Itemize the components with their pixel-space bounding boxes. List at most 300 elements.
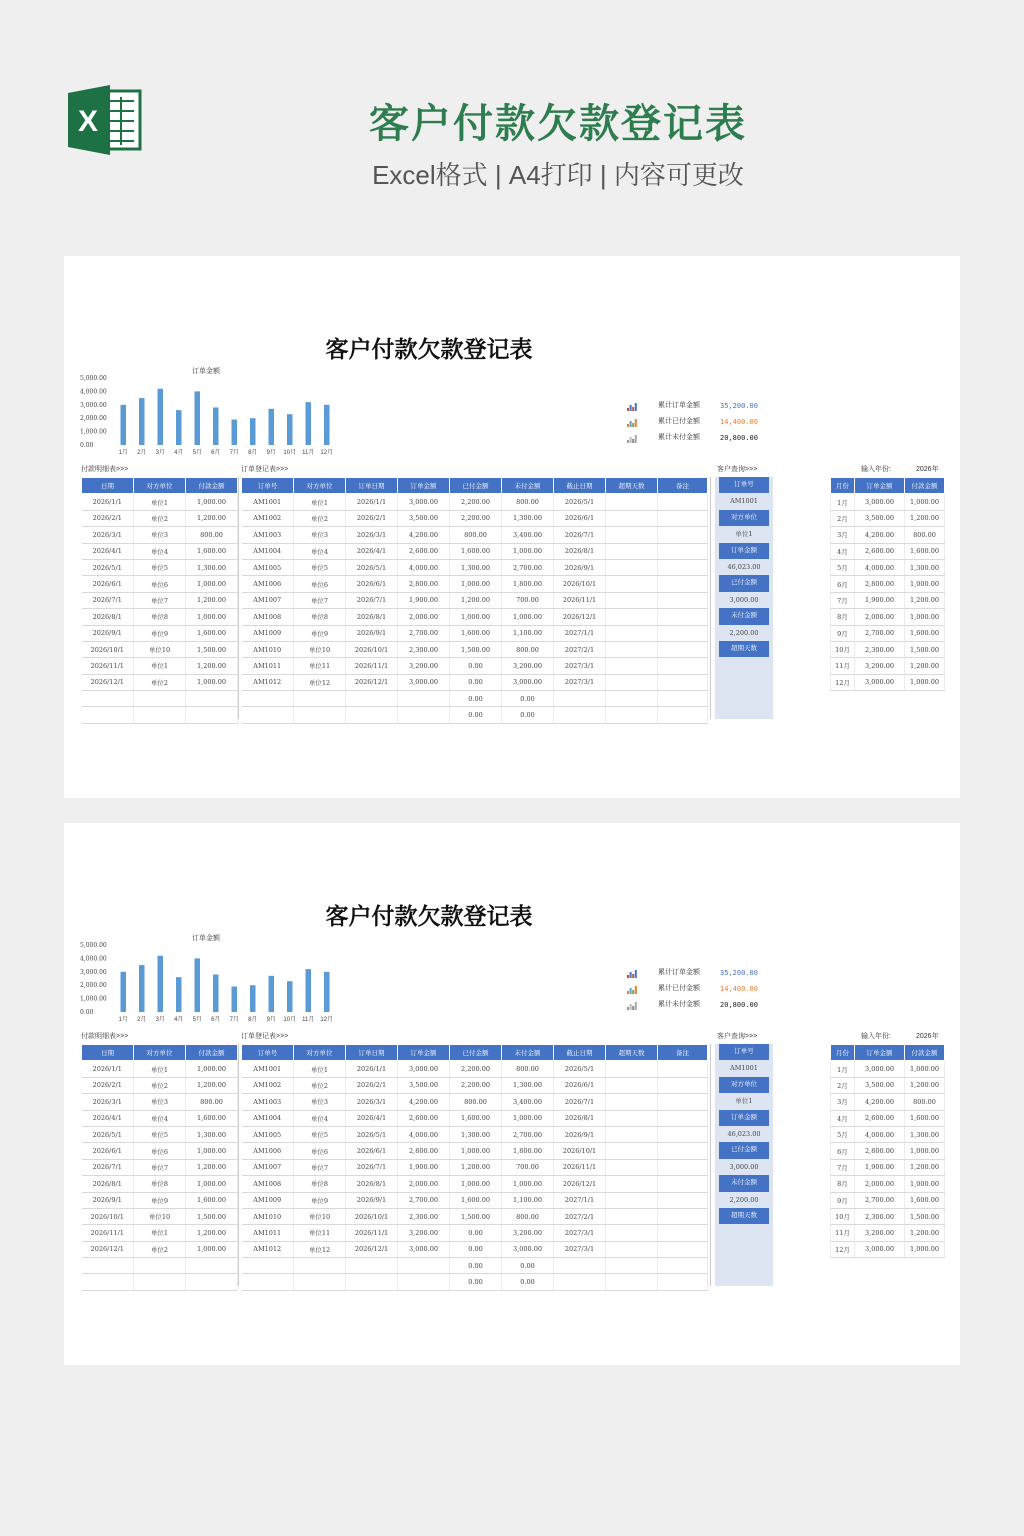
orders-cell[interactable]: AM1003 — [242, 1094, 294, 1110]
query-field-label[interactable]: 已付金额 — [719, 1142, 769, 1158]
orders-cell[interactable]: 2027/2/1 — [554, 641, 606, 657]
payment-cell[interactable] — [186, 1274, 238, 1290]
orders-cell[interactable]: 2026/8/1 — [554, 1110, 606, 1126]
payment-cell[interactable]: 单位1 — [134, 1225, 186, 1241]
orders-cell[interactable]: 2026/7/1 — [554, 527, 606, 543]
order-row[interactable] — [242, 674, 708, 690]
yearly-cell[interactable]: 2,700.00 — [855, 1192, 905, 1208]
orders-cell[interactable]: 2026/10/1 — [554, 576, 606, 592]
payment-row[interactable] — [82, 1077, 238, 1093]
orders-cell[interactable]: 2026/10/1 — [554, 1143, 606, 1159]
orders-cell[interactable]: 2,200.00 — [450, 1061, 502, 1077]
orders-cell[interactable]: AM1001 — [242, 494, 294, 510]
payment-cell[interactable]: 1,600.00 — [186, 1192, 238, 1208]
orders-cell[interactable]: 3,000.00 — [398, 1241, 450, 1257]
orders-cell[interactable]: 3,500.00 — [398, 510, 450, 526]
orders-cell[interactable] — [658, 1159, 708, 1175]
payment-cell[interactable]: 单位6 — [134, 1143, 186, 1159]
orders-cell[interactable]: 3,500.00 — [398, 1077, 450, 1093]
payment-cell[interactable]: 800.00 — [186, 1094, 238, 1110]
query-field-label[interactable]: 订单金额 — [719, 543, 769, 559]
orders-cell[interactable]: AM1012 — [242, 1241, 294, 1257]
orders-cell[interactable]: 1,000.00 — [450, 1143, 502, 1159]
orders-cell[interactable]: 1,000.00 — [450, 1176, 502, 1192]
orders-cell[interactable] — [658, 1192, 708, 1208]
query-field-label[interactable]: 超期天数 — [719, 1208, 769, 1224]
yearly-cell[interactable]: 1,600.00 — [905, 543, 945, 559]
orders-cell[interactable]: AM1010 — [242, 641, 294, 657]
yearly-cell[interactable]: 1,000.00 — [905, 1143, 945, 1159]
yearly-column-header[interactable]: 月份 — [831, 478, 855, 494]
yearly-row[interactable] — [831, 609, 945, 625]
yearly-cell[interactable]: 3,000.00 — [855, 1241, 905, 1257]
payment-row[interactable] — [82, 658, 238, 674]
orders-cell[interactable]: 单位2 — [294, 510, 346, 526]
query-field-value[interactable]: 单位1 — [735, 1097, 753, 1106]
orders-cell[interactable]: 2026/9/1 — [346, 1192, 398, 1208]
payment-cell[interactable]: 2026/11/1 — [82, 658, 134, 674]
yearly-cell[interactable]: 2,800.00 — [855, 1143, 905, 1159]
orders-cell[interactable] — [658, 609, 708, 625]
orders-cell[interactable]: 2026/8/1 — [346, 609, 398, 625]
orders-cell[interactable] — [606, 559, 658, 575]
payment-cell[interactable]: 单位3 — [134, 1094, 186, 1110]
payment-column-header[interactable]: 对方单位 — [134, 1045, 186, 1061]
orders-cell[interactable]: 单位9 — [294, 1192, 346, 1208]
orders-cell[interactable]: 1,800.00 — [502, 576, 554, 592]
orders-column-header[interactable]: 超期天数 — [606, 478, 658, 494]
orders-cell[interactable]: 2,700.00 — [398, 1192, 450, 1208]
yearly-row[interactable] — [831, 510, 945, 526]
orders-cell[interactable] — [606, 1241, 658, 1257]
order-row[interactable] — [242, 707, 708, 723]
yearly-cell[interactable]: 3,000.00 — [855, 1061, 905, 1077]
orders-column-header[interactable]: 订单金额 — [398, 1045, 450, 1061]
yearly-cell[interactable]: 1,600.00 — [905, 1192, 945, 1208]
orders-cell[interactable]: AM1002 — [242, 510, 294, 526]
orders-cell[interactable] — [658, 592, 708, 608]
payment-row[interactable] — [82, 1143, 238, 1159]
query-field-label[interactable]: 订单号 — [719, 1044, 769, 1060]
orders-cell[interactable]: 800.00 — [502, 494, 554, 510]
orders-cell[interactable]: 0.00 — [450, 674, 502, 690]
query-field-label[interactable]: 订单金额 — [719, 1110, 769, 1126]
query-field-value[interactable]: 3,000.00 — [729, 1162, 759, 1171]
orders-cell[interactable] — [658, 1061, 708, 1077]
orders-cell[interactable]: 2026/9/1 — [554, 559, 606, 575]
orders-cell[interactable]: 单位7 — [294, 1159, 346, 1175]
payment-cell[interactable]: 1,200.00 — [186, 592, 238, 608]
orders-cell[interactable] — [398, 1274, 450, 1290]
orders-cell[interactable]: 1,000.00 — [502, 1110, 554, 1126]
payment-cell[interactable]: 单位8 — [134, 609, 186, 625]
orders-cell[interactable]: 800.00 — [450, 1094, 502, 1110]
orders-cell[interactable] — [658, 559, 708, 575]
orders-cell[interactable] — [658, 1225, 708, 1241]
orders-cell[interactable] — [606, 707, 658, 723]
orders-cell[interactable] — [606, 543, 658, 559]
orders-cell[interactable] — [606, 1061, 658, 1077]
orders-cell[interactable]: 0.00 — [450, 1258, 502, 1274]
orders-cell[interactable]: 2,600.00 — [398, 1110, 450, 1126]
order-row[interactable] — [242, 1159, 708, 1175]
payment-cell[interactable]: 2026/9/1 — [82, 625, 134, 641]
orders-cell[interactable]: 2026/5/1 — [554, 494, 606, 510]
payment-row[interactable] — [82, 1192, 238, 1208]
orders-cell[interactable] — [606, 1208, 658, 1224]
orders-cell[interactable] — [606, 1077, 658, 1093]
orders-cell[interactable] — [658, 707, 708, 723]
orders-column-header[interactable]: 订单日期 — [346, 1045, 398, 1061]
year-input-value[interactable]: 2026年 — [916, 466, 939, 473]
orders-cell[interactable]: AM1004 — [242, 543, 294, 559]
payment-row[interactable] — [82, 576, 238, 592]
payment-cell[interactable] — [134, 707, 186, 723]
orders-cell[interactable]: 2027/1/1 — [554, 625, 606, 641]
yearly-row[interactable] — [831, 543, 945, 559]
orders-cell[interactable]: 1,000.00 — [502, 609, 554, 625]
payment-cell[interactable]: 单位10 — [134, 1208, 186, 1224]
yearly-row[interactable] — [831, 1061, 945, 1077]
orders-cell[interactable] — [294, 1258, 346, 1274]
orders-cell[interactable]: 2026/2/1 — [346, 1077, 398, 1093]
orders-cell[interactable]: 单位12 — [294, 674, 346, 690]
orders-cell[interactable]: 单位10 — [294, 641, 346, 657]
yearly-cell[interactable]: 1,200.00 — [905, 658, 945, 674]
order-row[interactable] — [242, 1241, 708, 1257]
yearly-cell[interactable]: 3,200.00 — [855, 658, 905, 674]
query-field-value[interactable]: AM1001 — [730, 1064, 758, 1073]
orders-cell[interactable]: 单位9 — [294, 625, 346, 641]
orders-cell[interactable]: 2026/12/1 — [554, 609, 606, 625]
payment-cell[interactable]: 单位9 — [134, 1192, 186, 1208]
orders-cell[interactable]: 2027/3/1 — [554, 1225, 606, 1241]
payment-cell[interactable]: 单位1 — [134, 494, 186, 510]
orders-cell[interactable]: 单位1 — [294, 1061, 346, 1077]
orders-cell[interactable]: 1,600.00 — [450, 1110, 502, 1126]
orders-cell[interactable]: AM1005 — [242, 1126, 294, 1142]
orders-cell[interactable] — [658, 527, 708, 543]
order-row[interactable] — [242, 691, 708, 707]
orders-cell[interactable]: 2026/7/1 — [346, 1159, 398, 1175]
orders-cell[interactable]: 2,700.00 — [398, 625, 450, 641]
payment-cell[interactable]: 单位2 — [134, 674, 186, 690]
orders-cell[interactable]: 2026/1/1 — [346, 1061, 398, 1077]
orders-cell[interactable] — [606, 1094, 658, 1110]
yearly-cell[interactable]: 2,600.00 — [855, 543, 905, 559]
orders-cell[interactable]: 2,300.00 — [398, 641, 450, 657]
yearly-row[interactable] — [831, 494, 945, 510]
payment-cell[interactable]: 单位7 — [134, 592, 186, 608]
payment-row[interactable] — [82, 510, 238, 526]
payment-cell[interactable]: 1,000.00 — [186, 1143, 238, 1159]
orders-cell[interactable]: 单位5 — [294, 1126, 346, 1142]
payment-cell[interactable]: 单位6 — [134, 576, 186, 592]
yearly-row[interactable] — [831, 1126, 945, 1142]
orders-cell[interactable]: 1,300.00 — [502, 1077, 554, 1093]
payment-row[interactable] — [82, 625, 238, 641]
orders-cell[interactable]: 单位3 — [294, 527, 346, 543]
orders-cell[interactable]: 2026/10/1 — [346, 1208, 398, 1224]
yearly-cell[interactable]: 1,600.00 — [905, 1110, 945, 1126]
orders-cell[interactable] — [606, 576, 658, 592]
payment-row[interactable] — [82, 494, 238, 510]
yearly-cell[interactable]: 3,000.00 — [855, 494, 905, 510]
orders-cell[interactable] — [658, 1143, 708, 1159]
payment-cell[interactable]: 2026/1/1 — [82, 494, 134, 510]
payment-cell[interactable] — [186, 691, 238, 707]
orders-cell[interactable]: 2027/3/1 — [554, 1241, 606, 1257]
query-field-label[interactable]: 超期天数 — [719, 641, 769, 657]
orders-cell[interactable]: 1,900.00 — [398, 1159, 450, 1175]
payment-row[interactable] — [82, 674, 238, 690]
payment-cell[interactable]: 2026/2/1 — [82, 510, 134, 526]
orders-column-header[interactable]: 对方单位 — [294, 1045, 346, 1061]
order-row[interactable] — [242, 1176, 708, 1192]
orders-cell[interactable]: 单位2 — [294, 1077, 346, 1093]
order-row[interactable] — [242, 1061, 708, 1077]
yearly-cell[interactable]: 1,000.00 — [905, 609, 945, 625]
payment-cell[interactable]: 2026/8/1 — [82, 609, 134, 625]
orders-cell[interactable]: 2026/4/1 — [346, 543, 398, 559]
yearly-cell[interactable]: 1,600.00 — [905, 625, 945, 641]
orders-column-header[interactable]: 已付金额 — [450, 478, 502, 494]
orders-cell[interactable] — [242, 691, 294, 707]
payment-row[interactable] — [82, 1208, 238, 1224]
payment-row[interactable] — [82, 1126, 238, 1142]
yearly-cell[interactable]: 1,000.00 — [905, 1061, 945, 1077]
year-input-value[interactable]: 2026年 — [916, 1033, 939, 1040]
payment-cell[interactable]: 1,000.00 — [186, 494, 238, 510]
orders-cell[interactable]: 2026/3/1 — [346, 1094, 398, 1110]
payment-cell[interactable] — [82, 707, 134, 723]
orders-cell[interactable] — [606, 1126, 658, 1142]
payment-cell[interactable]: 单位4 — [134, 543, 186, 559]
orders-cell[interactable] — [658, 1208, 708, 1224]
order-row[interactable] — [242, 592, 708, 608]
orders-cell[interactable] — [294, 691, 346, 707]
orders-cell[interactable]: 4,200.00 — [398, 1094, 450, 1110]
orders-cell[interactable] — [658, 674, 708, 690]
yearly-cell[interactable]: 1,000.00 — [905, 674, 945, 690]
payment-row[interactable] — [82, 691, 238, 707]
yearly-cell[interactable]: 4月 — [831, 543, 855, 559]
orders-cell[interactable]: AM1011 — [242, 1225, 294, 1241]
orders-column-header[interactable]: 订单日期 — [346, 478, 398, 494]
orders-cell[interactable]: 1,500.00 — [450, 1208, 502, 1224]
yearly-cell[interactable]: 1月 — [831, 494, 855, 510]
orders-cell[interactable] — [554, 1258, 606, 1274]
yearly-cell[interactable]: 800.00 — [905, 1094, 945, 1110]
yearly-column-header[interactable]: 订单金额 — [855, 1045, 905, 1061]
orders-column-header[interactable]: 订单号 — [242, 478, 294, 494]
orders-cell[interactable]: 800.00 — [502, 1061, 554, 1077]
orders-cell[interactable]: AM1004 — [242, 1110, 294, 1126]
orders-cell[interactable] — [658, 641, 708, 657]
payment-row[interactable] — [82, 1094, 238, 1110]
payment-row[interactable] — [82, 1225, 238, 1241]
orders-cell[interactable]: 0.00 — [502, 691, 554, 707]
payment-row[interactable] — [82, 1110, 238, 1126]
yearly-row[interactable] — [831, 1208, 945, 1224]
payment-cell[interactable]: 2026/12/1 — [82, 674, 134, 690]
orders-cell[interactable]: 4,000.00 — [398, 559, 450, 575]
payment-cell[interactable]: 2026/12/1 — [82, 1241, 134, 1257]
payment-cell[interactable]: 1,000.00 — [186, 1176, 238, 1192]
orders-cell[interactable] — [606, 1192, 658, 1208]
yearly-cell[interactable]: 12月 — [831, 674, 855, 690]
payment-column-header[interactable]: 付款金额 — [186, 478, 238, 494]
yearly-cell[interactable]: 1,200.00 — [905, 1077, 945, 1093]
order-row[interactable] — [242, 1192, 708, 1208]
order-row[interactable] — [242, 1208, 708, 1224]
orders-cell[interactable]: 2026/5/1 — [554, 1061, 606, 1077]
yearly-cell[interactable]: 3,500.00 — [855, 1077, 905, 1093]
orders-column-header[interactable]: 订单号 — [242, 1045, 294, 1061]
yearly-row[interactable] — [831, 559, 945, 575]
payment-cell[interactable]: 1,200.00 — [186, 510, 238, 526]
payment-cell[interactable]: 2026/11/1 — [82, 1225, 134, 1241]
payment-cell[interactable]: 单位1 — [134, 1061, 186, 1077]
orders-cell[interactable]: 2027/3/1 — [554, 658, 606, 674]
yearly-column-header[interactable]: 付款金额 — [905, 1045, 945, 1061]
orders-cell[interactable] — [606, 1176, 658, 1192]
orders-cell[interactable] — [606, 1110, 658, 1126]
orders-cell[interactable]: AM1009 — [242, 625, 294, 641]
orders-cell[interactable]: 3,200.00 — [502, 1225, 554, 1241]
yearly-row[interactable] — [831, 1192, 945, 1208]
orders-cell[interactable]: 2027/1/1 — [554, 1192, 606, 1208]
yearly-cell[interactable]: 3,000.00 — [855, 674, 905, 690]
orders-cell[interactable]: 2026/3/1 — [346, 527, 398, 543]
orders-cell[interactable] — [554, 707, 606, 723]
order-row[interactable] — [242, 527, 708, 543]
yearly-cell[interactable]: 11月 — [831, 1225, 855, 1241]
orders-cell[interactable] — [398, 691, 450, 707]
orders-column-header[interactable]: 未付金额 — [502, 478, 554, 494]
yearly-cell[interactable]: 10月 — [831, 641, 855, 657]
order-row[interactable] — [242, 1126, 708, 1142]
payment-cell[interactable]: 单位8 — [134, 1176, 186, 1192]
yearly-cell[interactable]: 3,500.00 — [855, 510, 905, 526]
payment-row[interactable] — [82, 1159, 238, 1175]
payment-cell[interactable]: 1,600.00 — [186, 625, 238, 641]
orders-cell[interactable] — [398, 1258, 450, 1274]
yearly-cell[interactable]: 8月 — [831, 609, 855, 625]
orders-cell[interactable] — [658, 494, 708, 510]
payment-row[interactable] — [82, 592, 238, 608]
orders-cell[interactable]: 700.00 — [502, 592, 554, 608]
query-field-label[interactable]: 对方单位 — [719, 1077, 769, 1093]
payment-cell[interactable]: 单位2 — [134, 1077, 186, 1093]
orders-cell[interactable] — [658, 1274, 708, 1290]
yearly-column-header[interactable]: 订单金额 — [855, 478, 905, 494]
payment-cell[interactable]: 单位4 — [134, 1110, 186, 1126]
order-row[interactable] — [242, 1143, 708, 1159]
orders-cell[interactable] — [294, 1274, 346, 1290]
payment-cell[interactable] — [134, 691, 186, 707]
orders-cell[interactable]: 单位4 — [294, 543, 346, 559]
orders-column-header[interactable]: 截止日期 — [554, 478, 606, 494]
payment-cell[interactable]: 2026/4/1 — [82, 543, 134, 559]
yearly-cell[interactable]: 1,900.00 — [855, 1159, 905, 1175]
orders-cell[interactable]: 1,600.00 — [450, 543, 502, 559]
orders-cell[interactable]: 0.00 — [450, 1274, 502, 1290]
orders-cell[interactable]: 2026/11/1 — [346, 658, 398, 674]
payment-cell[interactable] — [82, 1274, 134, 1290]
orders-cell[interactable]: 2,200.00 — [450, 1077, 502, 1093]
query-field-value[interactable]: 3,000.00 — [729, 595, 759, 604]
yearly-cell[interactable]: 1,300.00 — [905, 559, 945, 575]
orders-column-header[interactable]: 超期天数 — [606, 1045, 658, 1061]
orders-cell[interactable] — [346, 691, 398, 707]
yearly-cell[interactable]: 2,800.00 — [855, 576, 905, 592]
payment-cell[interactable] — [82, 1258, 134, 1274]
orders-cell[interactable]: 0.00 — [502, 1258, 554, 1274]
orders-cell[interactable]: AM1008 — [242, 1176, 294, 1192]
payment-cell[interactable]: 2026/1/1 — [82, 1061, 134, 1077]
orders-cell[interactable]: 1,000.00 — [450, 609, 502, 625]
orders-cell[interactable]: AM1003 — [242, 527, 294, 543]
orders-cell[interactable]: 3,400.00 — [502, 1094, 554, 1110]
orders-cell[interactable]: AM1006 — [242, 1143, 294, 1159]
payment-cell[interactable]: 1,000.00 — [186, 609, 238, 625]
yearly-cell[interactable]: 1,500.00 — [905, 1208, 945, 1224]
orders-cell[interactable] — [606, 592, 658, 608]
orders-cell[interactable]: 2,300.00 — [398, 1208, 450, 1224]
payment-cell[interactable]: 单位5 — [134, 1126, 186, 1142]
query-field-value[interactable]: AM1001 — [730, 497, 758, 506]
orders-cell[interactable]: 单位5 — [294, 559, 346, 575]
order-row[interactable] — [242, 559, 708, 575]
orders-cell[interactable]: 单位12 — [294, 1241, 346, 1257]
yearly-cell[interactable]: 6月 — [831, 1143, 855, 1159]
orders-cell[interactable]: AM1011 — [242, 658, 294, 674]
payment-cell[interactable]: 1,300.00 — [186, 559, 238, 575]
orders-cell[interactable] — [606, 510, 658, 526]
orders-cell[interactable] — [606, 1143, 658, 1159]
query-field-label[interactable]: 对方单位 — [719, 510, 769, 526]
yearly-cell[interactable]: 2,300.00 — [855, 1208, 905, 1224]
order-row[interactable] — [242, 1110, 708, 1126]
orders-cell[interactable]: AM1006 — [242, 576, 294, 592]
orders-cell[interactable] — [554, 1274, 606, 1290]
orders-cell[interactable]: 4,200.00 — [398, 527, 450, 543]
payment-cell[interactable]: 单位9 — [134, 625, 186, 641]
payment-column-header[interactable]: 对方单位 — [134, 478, 186, 494]
payment-cell[interactable]: 2026/2/1 — [82, 1077, 134, 1093]
query-field-value[interactable]: 46,023.00 — [727, 1129, 761, 1138]
payment-cell[interactable]: 2026/3/1 — [82, 1094, 134, 1110]
orders-cell[interactable]: 3,200.00 — [398, 1225, 450, 1241]
yearly-cell[interactable]: 1,500.00 — [905, 641, 945, 657]
orders-cell[interactable] — [606, 691, 658, 707]
payment-cell[interactable]: 800.00 — [186, 527, 238, 543]
orders-cell[interactable]: 单位6 — [294, 576, 346, 592]
payment-cell[interactable] — [134, 1258, 186, 1274]
orders-cell[interactable] — [242, 1258, 294, 1274]
payment-cell[interactable]: 单位7 — [134, 1159, 186, 1175]
orders-cell[interactable]: 单位1 — [294, 494, 346, 510]
orders-cell[interactable]: 2026/6/1 — [346, 1143, 398, 1159]
orders-cell[interactable] — [658, 1176, 708, 1192]
orders-column-header[interactable]: 备注 — [658, 478, 708, 494]
orders-column-header[interactable]: 对方单位 — [294, 478, 346, 494]
yearly-row[interactable] — [831, 674, 945, 690]
orders-cell[interactable] — [658, 1110, 708, 1126]
payment-cell[interactable]: 1,300.00 — [186, 1126, 238, 1142]
yearly-cell[interactable]: 4,000.00 — [855, 1126, 905, 1142]
